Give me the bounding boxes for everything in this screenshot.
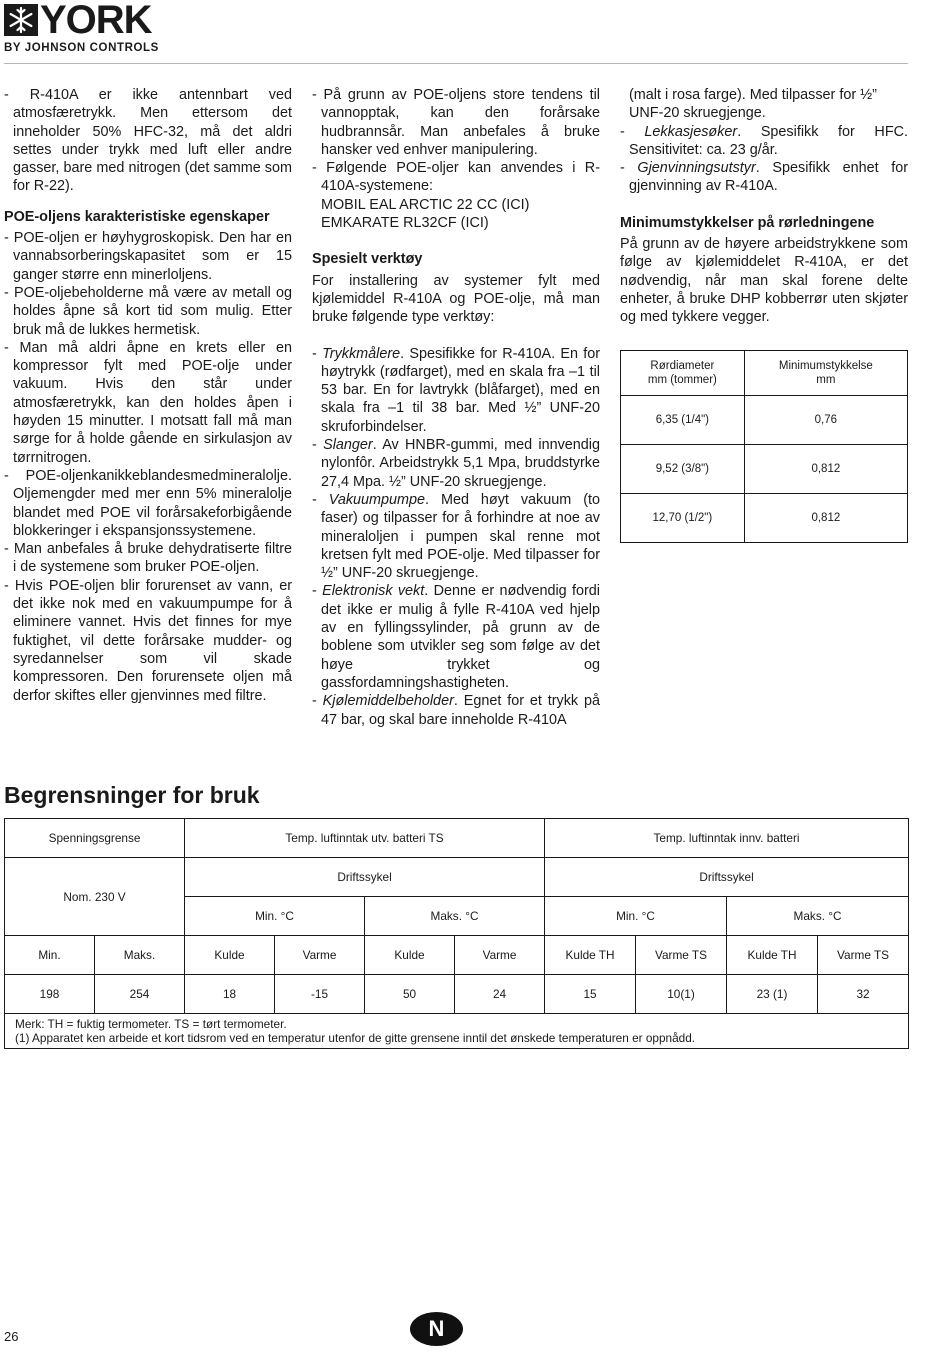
table-cell: 18 [185, 975, 275, 1014]
tool-text: . Denne er nødvendig fordi det ikke er mulig å fylle R-410A ved hjelp av en fyllingssylinder, på grunn av de boblene som utvikler seg som følge av det høye trykket og gassfordamningshastigheten. [321, 583, 600, 691]
column-label: Min. [5, 936, 95, 975]
tool-text: . Med høyt vakuum (to faser) og tilpasser for å forhindre at noe av mineraloljen i pumpen skal renne mot kretsen fylt med POE-olje. Med tilpasser for ½” UNF-20 skruegjenge. [321, 491, 600, 582]
table-row [621, 396, 908, 445]
table-cell: 0,76 [744, 396, 907, 445]
table-header-cell: Rørdiameter mm (tommer) [621, 351, 745, 396]
pipes-paragraph: På grunn av de høyere arbeidstrykkene som følge av kjølemiddelet R-410A, er det nødvendig, når man skal forene delte enheter, å bruke DHP kobberrør uten skjøter og med tykkere vegger. [620, 236, 908, 326]
tools-intro: For installering av systemer fylt med kjølemiddel R-410A og POE-olje, må man bruke følgende type verktøy: [312, 272, 600, 326]
column-2 [312, 86, 600, 729]
tool-text: . Egnet for et trykk på 47 bar, og skal bare inneholde R-410A [321, 693, 600, 728]
table-cell: 12,70 (1/2") [621, 494, 745, 543]
min-label: Min. °C [545, 897, 727, 936]
section-heading-tools: Spesielt verktøy [312, 251, 423, 268]
header-outdoor-temp: Temp. luftinntak utv. batteri TS [185, 819, 545, 858]
tool-name: Trykkmålere [322, 345, 401, 362]
table-cell: 23 (1) [727, 975, 818, 1014]
usage-limits-table [4, 818, 909, 1049]
language-badge: N [410, 1312, 463, 1346]
snowflake-icon [4, 4, 38, 36]
tool-name: Gjenvinningsutstyr [637, 160, 756, 177]
header-indoor-temp: Temp. luftinntak innv. batteri [545, 819, 909, 858]
table-row [5, 936, 909, 975]
tool-item: - Elektronisk vekt. Denne er nødvendig fordi det ikke er mulig å fylle R-410A ved hjelp av en fyllingssylinder, på grunn av de boblene som utvikler seg som følge av det høye trykket og gassfordamningshastigheten. [312, 583, 600, 691]
column-label: Varme TS [818, 936, 909, 975]
section-title-limits: Begrensninger for bruk [4, 782, 260, 808]
cycle-label: Driftssykel [185, 858, 545, 897]
tool-item: - Kjølemiddelbeholder. Egnet for et trykk på 47 bar, og skal bare inneholde R-410A [312, 693, 600, 728]
tool-item: - Slanger. Av HNBR-gummi, med innvendig nylonfôr. Arbeidstrykk 5,1 Mpa, bruddstyrke 27,4 Mpa. ½” UNF-20 skruegjenge. [312, 437, 600, 490]
tool-text: . Av HNBR-gummi, med innvendig nylonfôr. Arbeidstrykk 5,1 Mpa, bruddstyrke 27,4 Mpa. ½” UNF-20 skruegjenge. [321, 437, 600, 490]
column-label: Kulde TH [545, 936, 636, 975]
table-row [5, 975, 909, 1014]
tool-item: - Lekkasjesøker. Spesifikk for HFC. Sensitivitet: ca. 23 g/år. [620, 123, 908, 158]
tool-name: Vakuumpumpe [328, 491, 426, 508]
max-label: Maks. °C [727, 897, 909, 936]
table-cell: 15 [545, 975, 636, 1014]
table-cell: -15 [275, 975, 365, 1014]
table-row [5, 858, 909, 897]
oil-name: EMKARATE RL32CF (ICI) [321, 215, 489, 232]
column-label: Kulde TH [727, 936, 818, 975]
table-header-cell: Minimumstykkelse mm [744, 351, 907, 396]
column-label: Maks. [95, 936, 185, 975]
table-cell: 6,35 (1/4") [621, 396, 745, 445]
list-item: - POE-oljen er høyhygroskopisk. Den har en vannabsorberingskapasitet som er 15 ganger større enn minerloljens. [4, 230, 292, 283]
table-cell: 9,52 (3/8") [621, 445, 745, 494]
tool-name: Slanger [323, 437, 373, 454]
page-number: 26 [4, 1329, 19, 1344]
note-line: (1) Apparatet ken arbeide et kort tidsrom ved en temperatur utenfor de gitte grensene inntil det ønskede temperaturen er oppnådd. [15, 1031, 696, 1045]
tool-text: . Spesifikke for R-410A. En for høytrykk (rødfarget), med en skala fra –1 til 53 bar. En for lavtrykk (blåfarget), med en skala fra –1 til 38 bar. Med ½” UNF-20 skruforbindelser. [321, 345, 601, 435]
table-row [621, 494, 908, 543]
note-line: Merk: TH = fuktig termometer. TS = tørt termometer. [15, 1017, 287, 1031]
column-3 [620, 86, 908, 327]
column-label: Varme [275, 936, 365, 975]
table-cell: 0,812 [744, 445, 907, 494]
column-label: Varme [455, 936, 545, 975]
table-note-row [5, 1014, 909, 1049]
table-cell: 198 [5, 975, 95, 1014]
continued-text: (malt i rosa farge). Med tilpasser for ½” UNF-20 skruegjenge. [629, 87, 877, 122]
header-voltage: Spenningsgrense [5, 819, 185, 858]
list-item: - Hvis POE-oljen blir forurenset av vann, er det ikke nok med en vakuumpumpe for å eliminere vannet. Hvis det finnes for mye fuktighet, vil dette forårsake mudder- og syredannelser som vil skade kompressoren. Den forurensete oljen må derfor skiftes eller gjenvinnes med filtre. [4, 577, 292, 704]
list-item: - På grunn av POE-oljens store tendens til vannopptak, kan den forårsake hudbrannsår. Man anbefales å bruke hansker ved enhver manipulering. [312, 87, 600, 158]
list-item: - Følgende POE-oljer kan anvendes i R-410A-systemene: [312, 160, 600, 195]
column-label: Kulde [185, 936, 275, 975]
tool-name: Elektronisk vekt [322, 583, 425, 600]
table-cell: 50 [365, 975, 455, 1014]
nominal-voltage: Nom. 230 V [5, 858, 185, 936]
table-cell: 24 [455, 975, 545, 1014]
column-label: Varme TS [636, 936, 727, 975]
tool-name: Kjølemiddelbeholder [322, 693, 454, 710]
min-label: Min. °C [185, 897, 365, 936]
pipe-thickness-table [620, 350, 908, 543]
tool-item: - Vakuumpumpe. Med høyt vakuum (to faser) og tilpasser for å forhindre at noe av mineraloljen i pumpen skal renne mot kretsen fylt med POE-olje. Med tilpasser for ½” UNF-20 skruegjenge. [312, 491, 600, 582]
york-logo [4, 0, 164, 56]
tool-text: . Spesifikk enhet for gjenvinning av R-410A. [629, 160, 908, 195]
table-cell: 10(1) [636, 975, 727, 1014]
table-cell: 0,812 [744, 494, 907, 543]
logo-subtitle: BY JOHNSON CONTROLS [4, 42, 159, 54]
table-cell: 32 [818, 975, 909, 1014]
table-cell: 254 [95, 975, 185, 1014]
intro-paragraph: - R-410A er ikke antennbart ved atmosfæretrykk. Men ettersom det inneholder 50% HFC-32, må det aldri settes under trykk med luft eller andre gasser, bare med nitrogen (det samme som for R-22). [4, 87, 292, 195]
section-heading-poe: POE-oljens karakteristiske egenskaper [4, 208, 270, 225]
list-item: - POE-oljebeholderne må være av metall og holdes åpne så kort tid som mulig. Etter bruk må de lukkes hermetisk. [4, 284, 292, 338]
max-label: Maks. °C [365, 897, 545, 936]
list-item: - Man anbefales å bruke dehydratiserte filtre i de systemene som bruker POE-oljen. [4, 541, 292, 576]
column-1 [4, 86, 292, 705]
section-heading-pipes: Minimumstykkelser på rørledningene [620, 214, 875, 231]
tool-text: . Spesifikk for HFC. Sensitivitet: ca. 23 g/år. [629, 123, 908, 158]
table-header-row [621, 351, 908, 396]
table-header-row [5, 819, 909, 858]
column-label: Kulde [365, 936, 455, 975]
table-note [5, 1014, 909, 1049]
cycle-label: Driftssykel [545, 858, 909, 897]
list-item: - POE-oljenkanikkeblandesmedmineralolje. Oljemengder med mer enn 5% mineralolje blandet med POE vil forårsakeforbigående blokkeringer i ekspansjonssystemene. [4, 467, 292, 539]
tool-item: - Gjenvinningsutstyr. Spesifikk enhet for gjenvinning av R-410A. [620, 160, 908, 195]
logo-wordmark: YORK [40, 0, 152, 42]
table-row [621, 445, 908, 494]
oil-name: MOBIL EAL ARCTIC 22 CC (ICI) [321, 196, 530, 213]
tool-item: - Trykkmålere. Spesifikke for R-410A. En for høytrykk (rødfarget), med en skala fra –1 til 53 bar. En for lavtrykk (blåfarget), med en skala fra –1 til 38 bar. Med ½” UNF-20 skruforbindelser. [312, 345, 601, 435]
tool-name: Lekkasjesøker [644, 123, 738, 140]
header-divider [4, 63, 908, 64]
list-item: - Man må aldri åpne en krets eller en kompressor fylt med POE-olje under vakuum. Hvis den står under atmosfæretrykk, kan den holdes åpen i høyden 15 minutter. I motsatt fall må man sørge for å holde gående en sirkulasjon av tørrnitrogen. [4, 339, 292, 466]
